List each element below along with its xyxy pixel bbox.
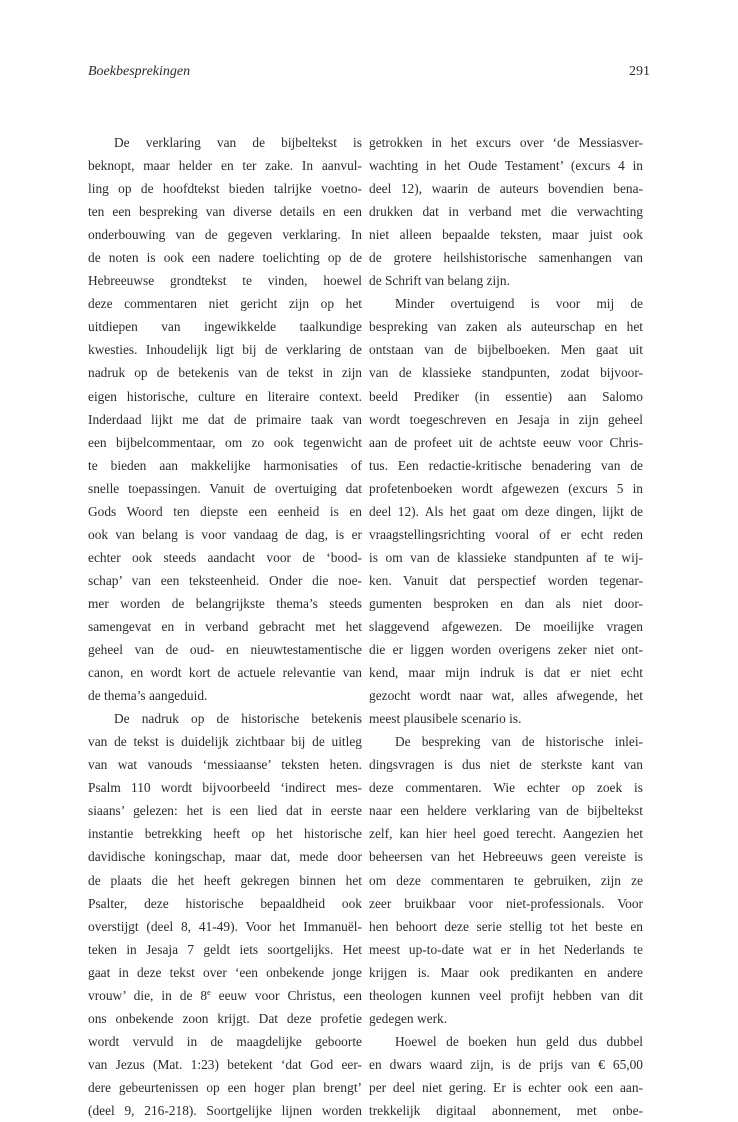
- text-line: Minder overtuigend is voor mij de: [395, 296, 643, 312]
- text-line: uitdiepen van ingewikkelde taalkundige: [88, 319, 362, 335]
- text-line: bespreking van zaken als auteurschap en het: [369, 319, 643, 335]
- text-line: Inderdaad lijkt me dat de primaire taak van: [88, 411, 362, 427]
- text-line: te bieden aan makkelijke harmonisaties of: [88, 457, 362, 473]
- text-line: gumenten besproken en dan als niet door-: [369, 595, 643, 611]
- text-line: meest up-to-date wat er in het Nederlands te: [369, 941, 643, 957]
- text-line: Hoewel de boeken hun geld dus dubbel: [395, 1033, 643, 1049]
- text-line: gedegen werk.: [369, 1010, 448, 1026]
- text-line: krijgen is. Maar ook predikanten en andere: [369, 964, 643, 980]
- text-line: drukken dat in verband met die verwachting: [369, 204, 643, 220]
- text-line: de Schrift van belang zijn.: [369, 273, 510, 289]
- text-line: Psalm 110 wordt bijvoorbeeld ‘indirect mes-: [88, 780, 362, 796]
- text-line: geheel van de oud- en nieuwtestamentische: [88, 642, 362, 658]
- text-line: deel 12), waarin de auteurs bovendien bena-: [369, 181, 643, 197]
- text-line: de grotere heilshistorische samenhangen van: [369, 250, 643, 266]
- text-line: Psalter, deze historische bepaaldheid ook: [88, 895, 362, 911]
- text-line: deze commentaren. Wie echter op zoek is: [369, 780, 643, 796]
- text-line: De nadruk op de historische betekenis: [114, 711, 362, 727]
- text-line: eigen historische, culture en literaire context.: [88, 388, 362, 404]
- text-line: instantie betrekking heeft op het historische: [88, 826, 362, 842]
- text-line: mer worden de belangrijkste thema’s steeds: [88, 595, 362, 611]
- text-line: deel 12). Als het gaat om deze dingen, lijkt de: [369, 503, 643, 519]
- text-line: de noten is ook een nadere toelichting op de: [88, 250, 362, 266]
- text-line: tus. Een redactie-kritische benadering van de: [369, 457, 643, 473]
- text-line: dingsvragen is dus niet de sterkste kant van: [369, 757, 643, 773]
- text-line: siaans’ gelezen: het is een lied dat in eerste: [88, 803, 362, 819]
- text-line: aan de profeet uit de achtste eeuw voor Chris-: [369, 434, 643, 450]
- left-column: [88, 131, 362, 1122]
- text-line: ling op de hoofdtekst bieden talrijke voetno-: [88, 181, 362, 197]
- text-line: De verklaring van de bijbeltekst is: [114, 135, 362, 150]
- right-column: [369, 131, 643, 1122]
- text-line: kend, maar mijn indruk is dat er niet echt: [369, 665, 643, 681]
- text-line: De bespreking van de historische inlei-: [395, 734, 643, 750]
- running-head-title: Boekbesprekingen: [88, 64, 191, 79]
- running-head: [88, 63, 650, 81]
- text-line: trekkelijk digitaal abonnement, met onbe-: [369, 1102, 643, 1118]
- text-line: van de tekst is duidelijk zichtbaar bij de uitleg: [88, 734, 362, 750]
- text-line: zeer bruikbaar voor niet-professionals. Voor: [369, 895, 643, 911]
- text-line: gaat in deze tekst over ‘een onbekende jonge: [88, 964, 362, 980]
- text-line: hen behoort deze serie stellig tot het beste en: [369, 918, 643, 934]
- text-line: zelf, kan hier heel goed terecht. Aangezien het: [369, 826, 643, 842]
- text-line: profetenboeken wordt afgewezen (excurs 5 in: [369, 480, 643, 496]
- text-line: kwesties. Inhoudelijk ligt bij de verklaring de: [88, 342, 362, 358]
- text-line: die er liggen worden overigens zeker niet ont-: [369, 642, 643, 658]
- text-line: wordt toegeschreven en Jesaja in zijn geheel: [369, 411, 643, 427]
- text-line: ken. Vanuit dat perspectief worden tegenar-: [369, 572, 643, 588]
- text-line: niet alleen bepaalde teksten, maar juist ook: [369, 227, 643, 243]
- text-line: beknopt, maar helder en ter zake. In aanvul-: [88, 158, 362, 174]
- text-line: schap’ van een teksteenheid. Onder die noe-: [88, 572, 362, 588]
- page-number: 291: [629, 64, 650, 79]
- text-line: vrouw’ die, in de 8e eeuw voor Christus, een: [88, 987, 363, 1003]
- text-line: van de klassieke standpunten, zodat bijvoor-: [369, 365, 643, 381]
- text-line: de thema’s aangeduid.: [88, 688, 208, 704]
- text-line: wordt vervuld in de maagdelijke geboorte: [88, 1033, 362, 1049]
- text-line: gezocht wordt naar wat, alles afwegende, het: [369, 688, 643, 704]
- text-line: en dwars waard zijn, is de prijs van € 65,00: [369, 1056, 643, 1072]
- text-line: van Jezus (Mat. 1:23) betekent ‘dat God eer-: [88, 1056, 362, 1072]
- text-line: is om van de klassieke standpunten af te wij-: [369, 549, 643, 565]
- text-line: naar een heldere verklaring van de bijbeltekst: [369, 803, 643, 819]
- text-line: van wat vanouds ‘messiaanse’ teksten heten.: [88, 757, 362, 773]
- text-line: snelle toepassingen. Vanuit de overtuiging dat: [88, 480, 362, 496]
- text-line: slaggevend afgewezen. De moeilijke vragen: [369, 618, 643, 634]
- text-line: deze commentaren niet gericht zijn op het: [88, 296, 362, 312]
- text-line: ook van belang is voor vandaag de dag, is er: [88, 526, 362, 542]
- text-line: wachting in het Oude Testament’ (excurs 4 in: [369, 158, 643, 174]
- text-line: meest plausibele scenario is.: [369, 711, 522, 727]
- text-line: overstijgt (deel 8, 41-49). Voor het Immanuël-: [88, 918, 362, 934]
- text-line: beeld Prediker (in essentie) aan Salomo: [369, 388, 643, 404]
- text-line: de plaats die het heeft gekregen binnen het: [88, 872, 362, 888]
- text-line: ons onbekende zoon krijgt. Dat deze profetie: [88, 1010, 362, 1026]
- text-line: nadruk op de betekenis van de tekst in zijn: [88, 365, 362, 381]
- text-line: per deel niet gering. Er is echter ook een aan-: [369, 1079, 643, 1095]
- text-line: Gods Woord ten diepste een eenheid is en: [88, 503, 362, 519]
- text-line: onderbouwing van de gegeven verklaring. In: [88, 227, 362, 243]
- text-line: ten een bespreking van diverse details en een: [88, 204, 362, 220]
- text-line: (deel 9, 216-218). Soortgelijke lijnen worden: [88, 1102, 362, 1118]
- text-line: een bijbelcommentaar, om zo ook tegenwicht: [88, 434, 362, 450]
- text-line: teken in Jesaja 7 geldt iets soortgelijks. Het: [88, 941, 362, 957]
- text-line: ontstaan van de bijbelboeken. Men gaat uit: [369, 342, 643, 358]
- text-line: theologen kunnen veel profijt hebben van dit: [369, 987, 643, 1003]
- text-line: Hebreeuwse grondtekst te vinden, hoewel: [88, 273, 362, 289]
- text-line: getrokken in het excurs over ‘de Messiasver-: [369, 135, 643, 150]
- text-line: davidische koningschap, maar dat, mede door: [88, 849, 362, 865]
- text-line: beheersen van het Hebreeuws geen vereiste is: [369, 849, 643, 865]
- text-line: samengevat en in verband gebracht met het: [88, 618, 362, 634]
- text-line: echter ook steeds aandacht voor de ‘bood-: [88, 549, 362, 565]
- text-line: vraagstellingsrichting vooral of er echt reden: [369, 526, 643, 542]
- text-line: canon, en wordt kort de actuele relevantie van: [88, 665, 362, 681]
- text-line: om deze commentaren te gebruiken, zijn ze: [369, 872, 643, 888]
- text-line: dere gebeurtenissen op een hoger plan brengt’: [88, 1079, 362, 1095]
